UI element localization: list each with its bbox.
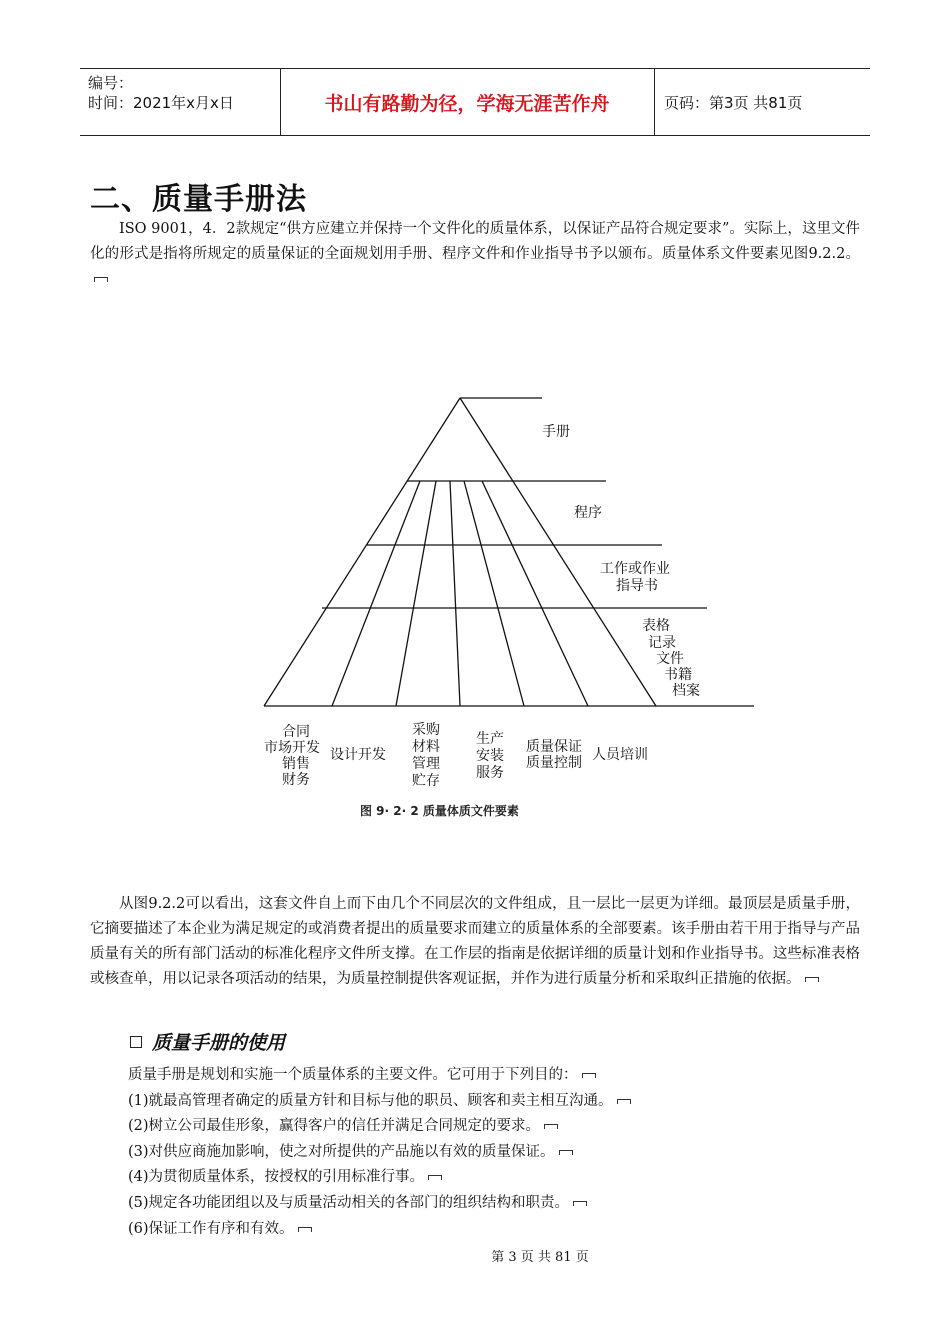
list-item bbox=[128, 1089, 848, 1115]
dept-label: 安装 bbox=[476, 748, 504, 764]
page-info: 页码：第3页 共81页 bbox=[664, 93, 803, 112]
paragraph-mark-icon bbox=[573, 1201, 587, 1206]
pyramid-right-edge bbox=[460, 398, 656, 706]
list-item bbox=[128, 1165, 848, 1191]
paragraph-mark-icon bbox=[805, 977, 819, 982]
level-label-manual: 手册 bbox=[542, 424, 570, 440]
header-page-cell bbox=[654, 69, 870, 135]
pyramid-left-edge bbox=[264, 398, 460, 706]
list-item bbox=[128, 1191, 848, 1217]
level-label-forms: 表格 bbox=[642, 618, 670, 634]
paragraph-mark-icon bbox=[298, 1227, 312, 1232]
level-label-books: 书籍 bbox=[664, 667, 692, 683]
division-line bbox=[396, 481, 436, 706]
dept-label: 销售 bbox=[282, 756, 310, 772]
usage-item: (6)保证工作有序和有效。 bbox=[128, 1220, 294, 1237]
intro-text: ISO 9001，4．2款规定“供方应建立并保持一个文件化的质量体系，以保证产品符合规定要求”。实际上，这里文件化的形式是指将所规定的质量保证的全面规划用手册、程序文件和作业指导书予以颁布。质量体系文件要素见图9.2.2。 bbox=[90, 221, 860, 262]
paragraph-mark-icon bbox=[559, 1150, 573, 1155]
level-label-work: 工作或作业 bbox=[600, 561, 670, 577]
dept-label: 服务 bbox=[476, 765, 504, 781]
dept-label: 设计开发 bbox=[330, 747, 386, 763]
paragraph-mark-icon bbox=[544, 1124, 558, 1129]
header-motto-cell bbox=[280, 69, 655, 135]
dept-label: 生产 bbox=[476, 731, 504, 747]
division-line bbox=[332, 481, 420, 706]
usage-item: (2)树立公司最佳形象，赢得客户的信任并满足合同规定的要求。 bbox=[128, 1118, 541, 1135]
level-label-documents: 文件 bbox=[656, 651, 684, 667]
usage-heading-text: 质量手册的使用 bbox=[152, 1032, 286, 1054]
figure-caption: 图 9· 2· 2 质量体质文件要素 bbox=[360, 804, 519, 818]
page-header bbox=[80, 68, 870, 136]
dept-label: 合同 bbox=[282, 724, 310, 740]
dept-label: 材料 bbox=[412, 739, 440, 755]
code-label: 编号： bbox=[88, 74, 134, 92]
explanation-paragraph bbox=[90, 892, 860, 992]
usage-intro: 质量手册是规划和实施一个质量体系的主要文件。它可用于下列目的： bbox=[128, 1067, 578, 1083]
dept-label: 质量保证 bbox=[526, 739, 582, 755]
checkbox-square-icon bbox=[130, 1036, 142, 1048]
usage-item: (3)对供应商施加影响，使之对所提供的产品施以有效的质量保证。 bbox=[128, 1143, 555, 1160]
dept-label: 人员培训 bbox=[592, 747, 648, 763]
dept-label: 质量控制 bbox=[526, 755, 582, 771]
usage-item: (4)为贯彻质量体系，按授权的引用标准行事。 bbox=[128, 1169, 425, 1186]
list-item bbox=[128, 1217, 848, 1243]
section-title: 二、质量手册法 bbox=[90, 182, 307, 217]
level-label-archives: 档案 bbox=[672, 683, 700, 699]
intro-paragraph bbox=[90, 217, 860, 292]
list-item bbox=[128, 1140, 848, 1166]
dept-label: 采购 bbox=[412, 722, 440, 738]
usage-item: (5)规定各功能团组以及与质量活动相关的各部门的组织结构和职责。 bbox=[128, 1194, 570, 1211]
dept-label: 管理 bbox=[412, 756, 440, 772]
usage-item: (1)就最高管理者确定的质量方针和目标与他的职员、顾客和卖主相互沟通。 bbox=[128, 1092, 613, 1109]
paragraph-mark-icon bbox=[582, 1073, 596, 1078]
list-item bbox=[128, 1114, 848, 1140]
paragraph-mark-icon bbox=[94, 277, 108, 282]
division-line bbox=[464, 481, 524, 706]
date-label: 时间：2021年x月x日 bbox=[88, 94, 234, 112]
document-pyramid-figure bbox=[250, 390, 760, 830]
page-footer: 第 3 页 共 81 页 bbox=[491, 1250, 589, 1265]
division-line bbox=[450, 481, 460, 706]
usage-list bbox=[128, 1063, 848, 1242]
explanation-text: 从图9.2.2可以看出，这套文件自上而下由几个不同层次的文件组成，且一层比一层更为详细。最顶层是质量手册，它摘要描述了本企业为满足规定的或消费者提出的质量要求而建立的质量体系的全部要素。该手册由若干用于指导与产品质量有关的所有部门活动的标准化程序文件所支撑。在工作层的指南是依据详细的质量计划和作业指导书。这些标准表格或核查单，用以记录各项活动的结果，为质量控制提供客观证据，并作为进行质量分析和采取纠正措施的依据。 bbox=[90, 896, 860, 987]
level-label-records: 记录 bbox=[648, 635, 676, 651]
dept-label: 财务 bbox=[282, 772, 310, 788]
pyramid-diagram bbox=[250, 390, 760, 830]
level-label-instruction: 指导书 bbox=[616, 578, 658, 594]
list-item bbox=[128, 1063, 848, 1089]
level-label-procedure: 程序 bbox=[574, 505, 602, 521]
motto: 书山有路勤为径，学海无涯苦作舟 bbox=[324, 92, 610, 115]
paragraph-mark-icon bbox=[617, 1099, 631, 1104]
dept-label: 贮存 bbox=[412, 773, 440, 789]
dept-label: 市场开发 bbox=[264, 740, 320, 756]
header-meta bbox=[80, 69, 281, 135]
paragraph-mark-icon bbox=[428, 1175, 442, 1180]
usage-heading bbox=[130, 1028, 285, 1055]
